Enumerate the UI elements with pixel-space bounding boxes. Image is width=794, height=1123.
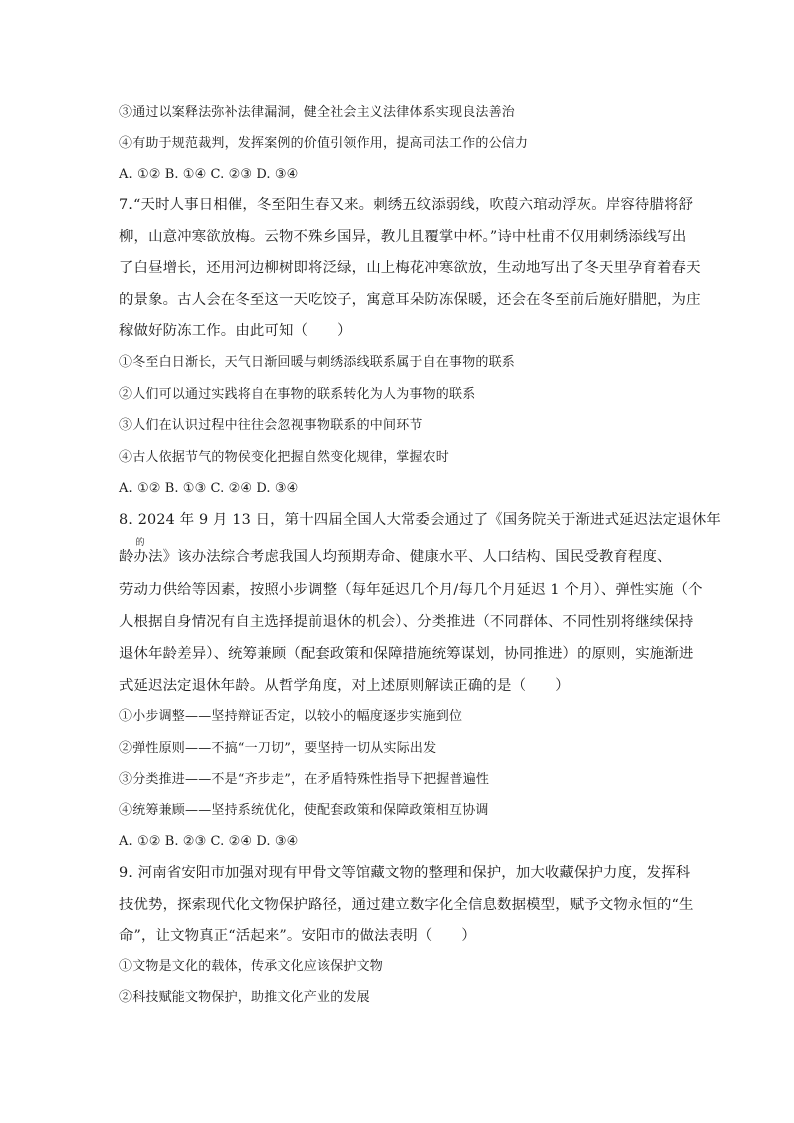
q7-stem-line-3: 了白昼增长，还用河边柳树即将泛绿，山上梅花冲寒欲放，生动地写出了冬天里孕育着春天	[119, 260, 701, 276]
q9-stem-line-3: 命”，让文物真正“活起来”。安阳市的做法表明（ ）	[119, 928, 476, 944]
q8-option-1: ①小步调整——坚持辩证否定，以较小的幅度逐步实施到位	[119, 709, 463, 724]
q9-option-2: ②科技赋能文物保护，助推文化产业的发展	[119, 990, 370, 1005]
q9-option-1: ①文物是文化的载体，传承文化应该保护文物	[119, 959, 384, 974]
q7-answer-choices: A. ①② B. ①③ C. ②④ D. ③④	[119, 481, 299, 496]
q9-stem-line-2: 技优势，探索现代化文物保护路径，通过建立数字化全信息数据模型，赋予文物永恒的“生	[119, 897, 694, 913]
q8-ruby-base: 办	[133, 549, 149, 565]
q8-option-3: ③分类推进——不是“齐步走”，在矛盾特殊性指导下把握普遍性	[119, 772, 490, 787]
q7-stem-line-4: 的景象。古人会在冬至这一天吃饺子，寓意耳朵防冻保暖，还会在冬至前后施好腊肥，为庄	[119, 292, 701, 308]
q8-option-2: ②弹性原则——不搞“一刀切”，要坚持一切从实际出发	[119, 741, 437, 756]
q7-option-4: ④古人依据节气的物侯变化把握自然变化规律，掌握农时	[119, 450, 450, 465]
q7-option-2: ②人们可以通过实践将自在事物的联系转化为人为事物的联系	[119, 387, 476, 402]
q8-answer-choices: A. ①② B. ②③ C. ②④ D. ③④	[119, 834, 299, 849]
q6-option-4: ④有助于规范裁判，发挥案例的价值引领作用，提高司法工作的公信力	[119, 136, 529, 151]
q8-stem-line-4: 人根据自身情况有自主选择提前退休的机会）、分类推进（不同群体、不同性别将继续保持	[119, 614, 694, 630]
q8-stem-line-1: 8. 2024 年 9 月 13 日，第十四届全国人大常委会通过了《国务院关于渐进式延迟法定退休年	[119, 512, 721, 528]
q8-stem-line-2-rest: 法》该办法综合考虑我国人均预期寿命、健康水平、人口结构、国民受教育程度、	[148, 549, 672, 565]
q9-stem-line-1: 9. 河南省安阳市加强对现有甲骨文等馆藏文物的整理和保护，加大收藏保护力度，发挥科	[119, 865, 691, 881]
q7-stem-line-5: 稼做好防冻工作。由此可知（ ）	[119, 323, 352, 339]
q8-stem-line-6: 式延迟法定退休年龄。从哲学角度，对上述原则解读正确的是（ ）	[119, 678, 570, 694]
q7-option-1: ①冬至白日渐长，天气日渐回暖与刺绣添线联系属于自在事物的联系	[119, 355, 516, 370]
q8-stem-line-2	[119, 538, 679, 566]
q7-stem-line-1: 7.“天时人事日相催，冬至阳生春又来。刺绣五纹添弱线，吹葭六琯动浮灰。岸容待腊将舒	[119, 197, 694, 213]
q8-stem-line-3: 劳动力供给等因素，按照小步调整（每年延迟几个月/每几个月延迟 1 个月）、弹性实施（个	[119, 582, 703, 598]
q7-option-3: ③人们在认识过程中往往会忽视事物联系的中间环节	[119, 418, 423, 433]
q8-option-4: ④统筹兼顾——坚持系统优化，使配套政策和保障政策相互协调	[119, 803, 489, 818]
q8-ruby-char	[133, 538, 149, 566]
q6-answer-choices: A. ①② B. ①④ C. ②③ D. ③④	[119, 167, 299, 182]
q8-stem-line-2-lead: 龄	[119, 549, 134, 565]
q6-option-3: ③通过以案释法弥补法律漏洞，健全社会主义法律体系实现良法善治	[119, 105, 516, 120]
q8-stem-line-5: 退休年龄差异）、统筹兼顾（配套政策和保障措施统筹谋划，协同推进）的原则，实施渐进	[119, 646, 694, 662]
q8-ruby-annotation: 的	[135, 538, 145, 548]
q7-stem-line-2: 柳，山意冲寒欲放梅。云物不殊乡国异，教儿且覆掌中杯。”诗中杜甫不仅用刺绣添线写出	[119, 229, 687, 245]
